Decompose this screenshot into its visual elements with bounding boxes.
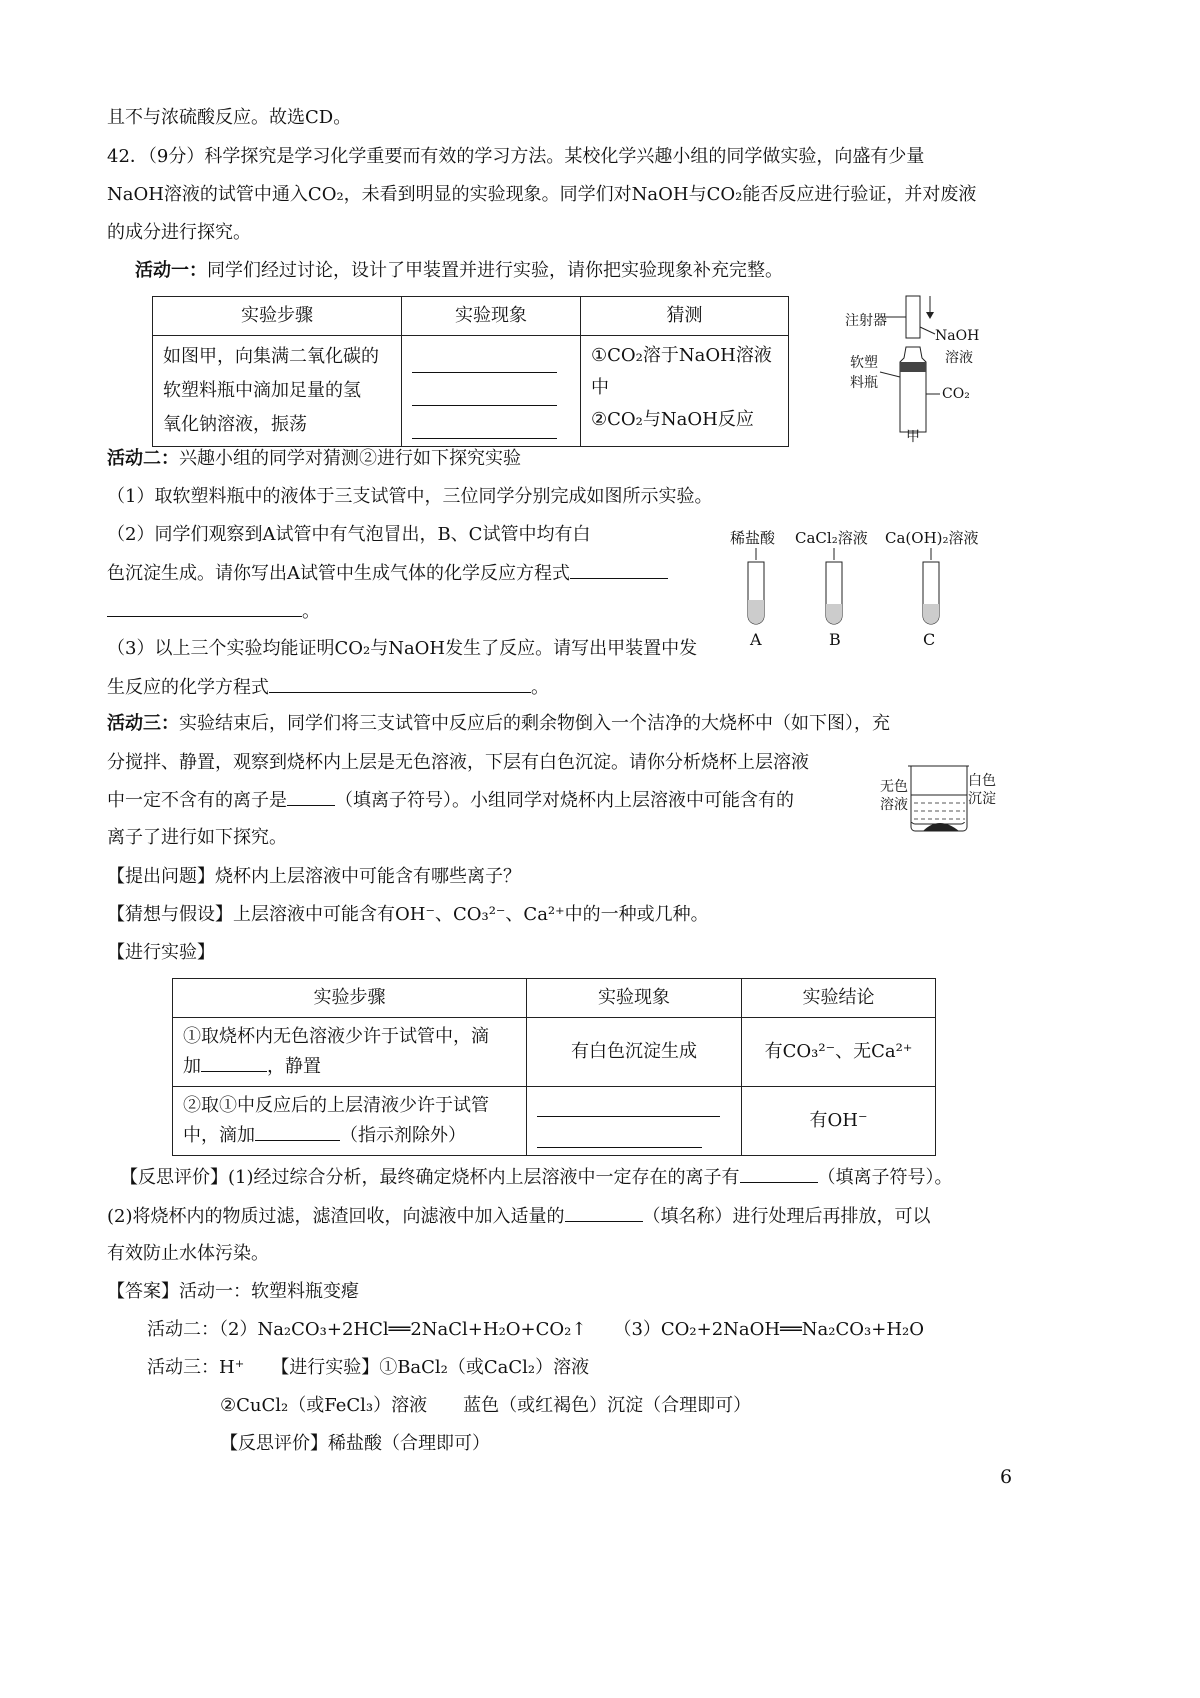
reagent-label: CaCl₂溶液 [795, 529, 868, 547]
table-header: 实验现象 [402, 297, 581, 336]
raise-question: 【提出问题】烧杯内上层溶液中可能含有哪些离子？ [107, 866, 521, 887]
cell-line: ②取①中反应后的上层清液少许于试管 [183, 1095, 489, 1116]
text-line: 分搅拌、静置，观察到烧杯内上层是无色溶液，下层有白色沉淀。请你分析烧杯上层溶液 [107, 752, 809, 773]
activity-1-heading [135, 258, 783, 284]
cell-line [183, 1052, 516, 1082]
text: （填离子符号）。小组同学对烧杯内上层溶液中可能含有的 [335, 790, 794, 811]
conclusion-cell: 有OH⁻ [742, 1087, 936, 1156]
activity-text: 兴趣小组的同学对猜测②进行如下探究实验 [179, 448, 521, 469]
arrow-down-icon [926, 312, 934, 319]
answer-line: 活动三：H⁺ 【进行实验】①BaCl₂（或CaCl₂）溶液 [147, 1357, 590, 1378]
phenomenon-cell [527, 1087, 742, 1156]
answer-line: 【反思评价】稀盐酸（合理即可） [220, 1433, 490, 1454]
table-header: 实验步骤 [153, 297, 402, 336]
answer-blank[interactable] [565, 1203, 643, 1222]
text: 加 [183, 1056, 201, 1077]
text: 色沉淀生成。请你写出A试管中生成气体的化学反应方程式 [107, 563, 570, 584]
text: 。 [302, 601, 320, 622]
text: 【反思评价】(1)经过综合分析，最终确定烧杯内上层溶液中一定存在的离子有 [120, 1167, 740, 1188]
syringe-icon [906, 296, 920, 338]
test-tubes-figure [730, 548, 990, 628]
text: （指示剂除外） [340, 1125, 466, 1146]
label-co2: CO₂ [942, 386, 970, 402]
beaker-label: 溶液 [880, 797, 908, 813]
reagent-label: Ca(OH)₂溶液 [885, 529, 979, 547]
beaker-label: 沉淀 [968, 791, 996, 807]
answer-blank[interactable] [412, 379, 557, 406]
beaker-label: 无色 [880, 779, 908, 795]
text-line: 有效防止水体污染。 [107, 1243, 269, 1264]
phenomenon-cell: 有白色沉淀生成 [527, 1018, 742, 1087]
experiment-heading: 【进行实验】 [107, 942, 215, 963]
beaker-label: 白色 [968, 773, 996, 789]
text: （填名称）进行处理后再排放，可以 [642, 1206, 931, 1227]
text-line: NaOH溶液的试管中通入CO₂，未看到明显的实验现象。同学们对NaOH与CO₂能否反应进行验证，并对废液 [107, 184, 977, 205]
answer-blank[interactable] [412, 346, 557, 373]
text-line: 的成分进行探究。 [107, 222, 251, 243]
text: 。 [531, 677, 549, 698]
text-line: 离子了进行如下探究。 [107, 827, 287, 848]
step-cell [173, 1087, 527, 1156]
answer-blank[interactable] [107, 598, 302, 617]
reflection-1 [120, 1164, 953, 1191]
activity-label: 活动三： [107, 713, 179, 734]
hypothesis: 【猜想与假设】上层溶液中可能含有OH⁻、CO₃²⁻、Ca²⁺中的一种或几种。 [107, 904, 709, 925]
tube-label: B [829, 630, 841, 649]
cell-line: ①取烧杯内无色溶液少许于试管中，滴 [183, 1026, 489, 1047]
step-cell [153, 336, 402, 447]
tube-label: A [750, 630, 762, 649]
table-header: 猜测 [581, 297, 789, 336]
text-line [107, 598, 320, 625]
text: （填离子符号）。 [817, 1167, 953, 1188]
answer-blank[interactable] [740, 1164, 818, 1183]
answer-blank[interactable] [570, 560, 668, 579]
step-cell [173, 1018, 527, 1087]
cell-line: 软塑料瓶中滴加足量的氢 [163, 380, 361, 401]
table-header: 实验结论 [742, 979, 936, 1018]
reagent-label: 稀盐酸 [730, 529, 776, 547]
guess-cell [581, 336, 789, 447]
text-line [107, 674, 549, 701]
table-activity-1 [152, 296, 789, 447]
reflection-2 [107, 1203, 931, 1230]
text-line: （3）以上三个实验均能证明CO₂与NaOH发生了反应。请写出甲装置中发 [107, 638, 698, 659]
text-line [107, 560, 668, 587]
answer-blank[interactable] [269, 674, 531, 693]
text-line [107, 787, 794, 814]
question-42-intro: 42．（9分）科学探究是学习化学重要而有效的学习方法。某校化学兴趣小组的同学做实验，向盛有少量 [107, 146, 925, 167]
answer-line: ②CuCl₂（或FeCl₃）溶液 蓝色（或红褐色）沉淀（合理即可） [220, 1395, 752, 1416]
activity-label: 活动二： [107, 448, 179, 469]
bottle-icon [900, 347, 926, 432]
label-solution: 溶液 [945, 350, 973, 366]
text: ，静置 [267, 1056, 321, 1077]
cell-line: 如图甲，向集满二氧化碳的 [163, 346, 379, 367]
activity-2-heading [107, 446, 521, 472]
tube-label: C [923, 630, 936, 649]
cell-line: ①CO₂溶于NaOH溶液中 [591, 345, 772, 398]
answer-blank[interactable] [255, 1122, 340, 1141]
answer-blank[interactable] [201, 1053, 267, 1072]
text: (2)将烧杯内的物质过滤，滤渣回收，向滤液中加入适量的 [107, 1206, 565, 1227]
cell-line: ②CO₂与NaOH反应 [591, 409, 754, 430]
text-line: 且不与浓硫酸反应。故选CD。 [107, 107, 352, 128]
activity-3-heading [107, 711, 890, 737]
table-experiment [172, 978, 936, 1156]
text: 中，滴加 [183, 1125, 255, 1146]
test-tube-icon [923, 548, 939, 624]
text-line: （1）取软塑料瓶中的液体于三支试管中，三位同学分别完成如图所示实验。 [107, 486, 713, 507]
text-line: （2）同学们观察到A试管中有气泡冒出，B、C试管中均有白 [107, 524, 591, 545]
cell-line [183, 1121, 516, 1151]
phenomenon-cell [402, 336, 581, 447]
label-naoh: NaOH [935, 328, 980, 344]
answer-blank[interactable] [412, 412, 557, 439]
activity-text: 同学们经过讨论，设计了甲装置并进行实验，请你把实验现象补充完整。 [207, 260, 783, 281]
test-tube-icon [826, 548, 842, 624]
table-header: 实验步骤 [173, 979, 527, 1018]
answer-line: 【答案】活动一：软塑料瓶变瘪 [107, 1281, 359, 1302]
label-bottle: 料瓶 [850, 375, 878, 391]
figure-caption: 甲 [906, 429, 920, 445]
conclusion-cell: 有CO₃²⁻、无Ca²⁺ [742, 1018, 936, 1087]
label-syringe: 注射器 [845, 313, 887, 329]
cell-line: 氧化钠溶液，振荡 [163, 414, 307, 435]
activity-text: 实验结束后，同学们将三支试管中反应后的剩余物倒入一个洁净的大烧杯中（如下图），充 [179, 713, 890, 734]
table-header: 实验现象 [527, 979, 742, 1018]
test-tube-icon [748, 548, 764, 624]
answer-blank[interactable] [537, 1094, 720, 1117]
page-number: 6 [1000, 1466, 1013, 1488]
answer-blank[interactable] [537, 1125, 702, 1148]
answer-blank[interactable] [287, 787, 335, 806]
activity-label: 活动一： [135, 260, 207, 281]
beaker-icon [905, 763, 975, 833]
text: 中一定不含有的离子是 [107, 790, 287, 811]
answer-line: 活动二：（2）Na₂CO₃+2HCl══2NaCl+H₂O+CO₂↑ （3）CO₂+2NaOH══Na₂CO₃+H₂O [147, 1319, 924, 1340]
label-bottle: 软塑 [850, 355, 878, 371]
text: 生反应的化学方程式 [107, 677, 269, 698]
